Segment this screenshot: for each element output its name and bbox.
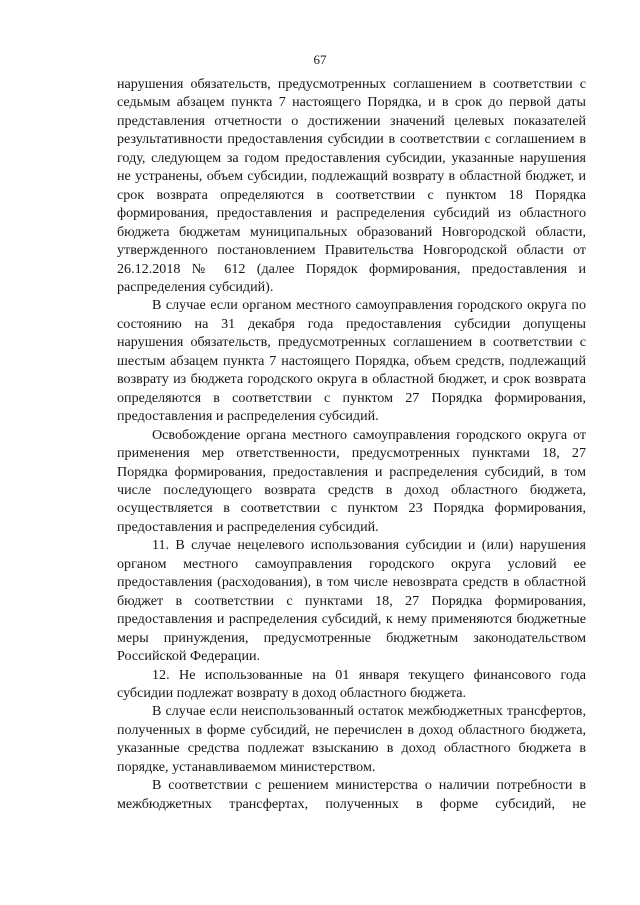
paragraph-item-11: 11. В случае нецелевого использования субсидии и (или) нарушения органом местного самоуправления городского округа условий ее предоставления (расходования), в том числе невозврата средств в областной бюджет в соответствии с пунктами 18, 27 Порядка формирования, предоставления и распределения субсидий, к нему применяются бюджетные меры принуждения, предусмотренные бюджетным законодательством Российской Федерации. (117, 537, 586, 665)
paragraph-unused-balance: В случае если неиспользованный остаток межбюджетных трансфертов, полученных в форме субсидий, не перечислен в доход областного бюджета, указанные средства подлежат взысканию в доход областного бюджета в порядке, устанавливаемом министерством. (117, 703, 586, 775)
paragraph-continuation: нарушения обязательств, предусмотренных соглашением в соответствии с седьмым абзацем пункта 7 настоящего Порядка, и в срок до первой даты представления отчетности о достижении значений целевых показателей результативности предоставления субсидии в соответствии с соглашением в году, следующем за годом предоставления субсидии, указанные нарушения не устранены, объем субсидии, подлежащий возврату в областной бюджет, и срок возврата определяются в соответствии с пунктом 18 Порядка формирования, предоставления и распределения субсидий из областного бюджета бюджетам муниципальных образований Новгородской области, утвержденного постановлением Правительства Новгородской области от 26.12.2018 № 612 (далее Порядок формирования, предоставления и распределения субсидий). (117, 76, 586, 295)
paragraph-ministry-decision: В соответствии с решением министерства о наличии потребности в межбюджетных трансфертах, полученных в форме субсидий, не (117, 777, 586, 812)
body-text (117, 75, 586, 813)
paragraph-item-12: 12. Не использованные на 01 января текущего финансового года субсидии подлежат возврату в доход областного бюджета. (117, 666, 586, 701)
page-number: 67 (313, 52, 327, 67)
paragraph-exemption: Освобождение органа местного самоуправления городского округа от применения мер ответственности, предусмотренных пунктами 18, 27 Порядка формирования, предоставления и распределения субсидий, в том числе последующего возврата средств в доход областного бюджета, осуществляется в соответствии с пунктом 23 Порядка формирования, предоставления и распределения субсидий. (117, 426, 586, 535)
paragraph-violation-return: В случае если органом местного самоуправления городского округа по состоянию на 31 декабря года предоставления субсидии допущены нарушения обязательств, предусмотренных соглашением в соответствии с шестым абзацем пункта 7 настоящего Порядка, объем средств, подлежащий возврату из бюджета городского округа в областной бюджет, и срок возврата определяются в соответствии с пунктом 27 Порядка формирования, предоставления и распределения субсидий. (117, 297, 586, 425)
